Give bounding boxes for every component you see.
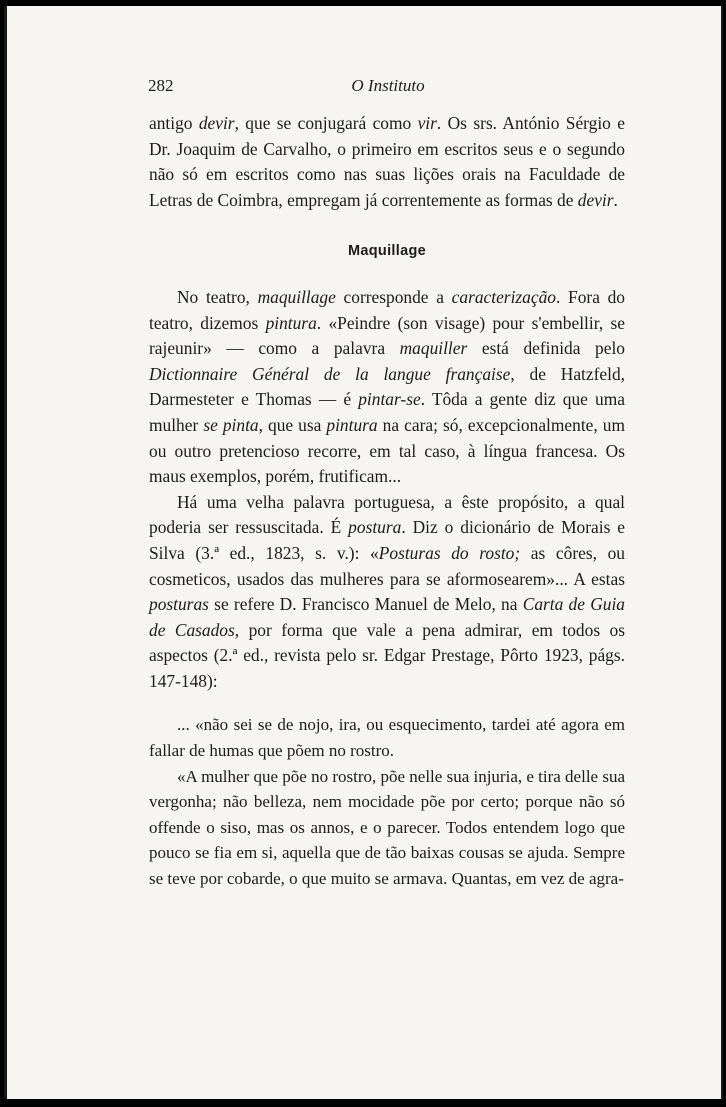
paragraph-postura: Há uma velha palavra portuguesa, a êste propósito, a qual poderia ser ressuscitada. É postura. Diz o dicionário de Morais e Silva (3.ª ed., 1823, s. v.): «Posturas do rosto; as côres, ou cosmeticos, usados das mulheres para se aformosearem»... A estas posturas se refere D. Francisco Manuel de Melo, na Carta de Guia de Casados, por forma que vale a pena admirar, em todos os aspectos (2.ª ed., revista pelo sr. Edgar Prestage, Pôrto 1923, págs. 147-148): bbox=[149, 491, 626, 691]
page-header bbox=[148, 70, 628, 96]
paragraph-teatro: No teatro, maquillage corresponde a caracterização. Fora do teatro, dizemos pintura. «Peindre (son visage) pour s'embellir, se rajeunir» — como a palavra maquiller está definida pelo Dictionnaire Général de la langue française, de Hatzfeld, Darmesteter e Thomas — é pintar-se. Tôda a gente diz que uma mulher se pinta, que usa pintura na cara; só, excepcionalmente, um ou outro pretencioso recorre, em tal caso, à língua francesa. Os maus exemplos, porém, frutificam... bbox=[149, 286, 626, 487]
page-body bbox=[149, 111, 625, 892]
spacer bbox=[149, 694, 625, 712]
section-title: Maquillage bbox=[348, 243, 426, 260]
running-title: O Instituto bbox=[351, 76, 425, 95]
quote-paragraph-2: «A mulher que põe no rostro, põe nelle sua injuria, e tira delle sua vergonha; não belleza, nem mocidade põe por certo; porque não só offende o siso, mas os annos, e o parecer. Todos entendem logo que pouco se fia em si, aquella que de tão baixas cousas se ajuda. Sempre se teve por cobarde, o que muito se armava. Quantas, em vez de agra- bbox=[149, 766, 626, 889]
intro-paragraph: antigo devir, que se conjugará como vir. Os srs. António Sérgio e Dr. Joaquim de Carvalho, o primeiro em escritos seus e o segundo não só em escritos como nas suas lições orais na Faculdade de Letras de Coimbra, empregam já correntemente as formas de devir. bbox=[149, 113, 625, 210]
quote-paragraph-1: ... «não sei se de nojo, ira, ou esquecimento, tardei até agora em fallar de humas que põem no rostro. bbox=[149, 715, 625, 761]
page-number: 282 bbox=[148, 76, 174, 95]
